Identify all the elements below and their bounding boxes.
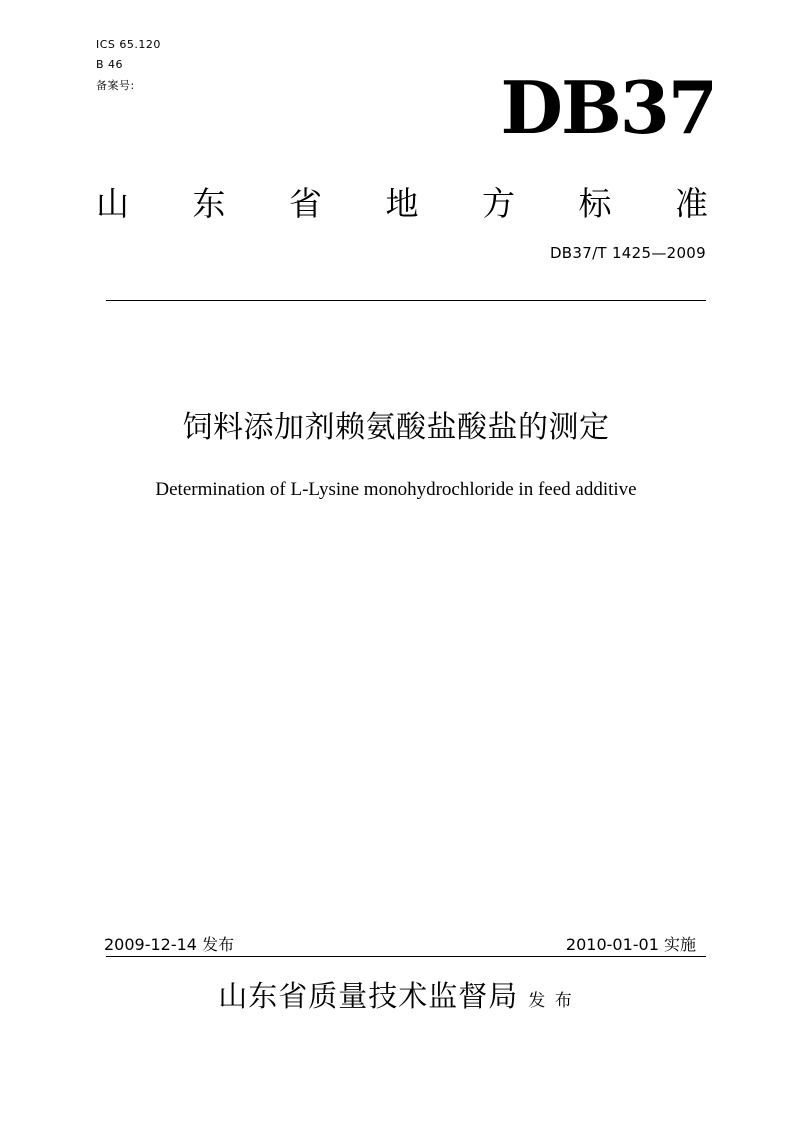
issue-label: 发 布 <box>528 991 574 1011</box>
issuer-name: 山东省质量技术监督局 <box>218 979 519 1013</box>
bottom-divider <box>106 956 706 957</box>
document-title-english: Determination of L-Lysine monohydrochloride in feed additive <box>155 479 637 500</box>
top-divider <box>106 300 706 301</box>
standard-type-char: 山 <box>96 184 129 223</box>
ccs-code: B 46 <box>96 58 124 71</box>
implementation-date: 2010-01-01 实施 <box>565 935 696 954</box>
ics-code: ICS 65.120 <box>96 38 161 51</box>
standard-type-char: 省 <box>289 184 322 223</box>
standard-type-char: 地 <box>385 184 419 223</box>
standard-type-heading <box>96 180 708 228</box>
standard-type-char: 标 <box>578 184 612 223</box>
issuer-line <box>0 976 792 1021</box>
publish-date: 2009-12-14 发布 <box>104 935 235 954</box>
document-title-chinese: 饲料添加剂赖氨酸盐酸盐的测定 <box>182 410 610 445</box>
record-number-label: 备案号: <box>96 79 135 92</box>
standard-code-logo: DB37 <box>500 65 716 150</box>
standard-number: DB37/T 1425—2009 <box>549 244 706 262</box>
standard-type-char: 准 <box>675 184 708 223</box>
standard-type-char: 东 <box>192 184 226 223</box>
standard-type-char: 方 <box>482 184 515 223</box>
